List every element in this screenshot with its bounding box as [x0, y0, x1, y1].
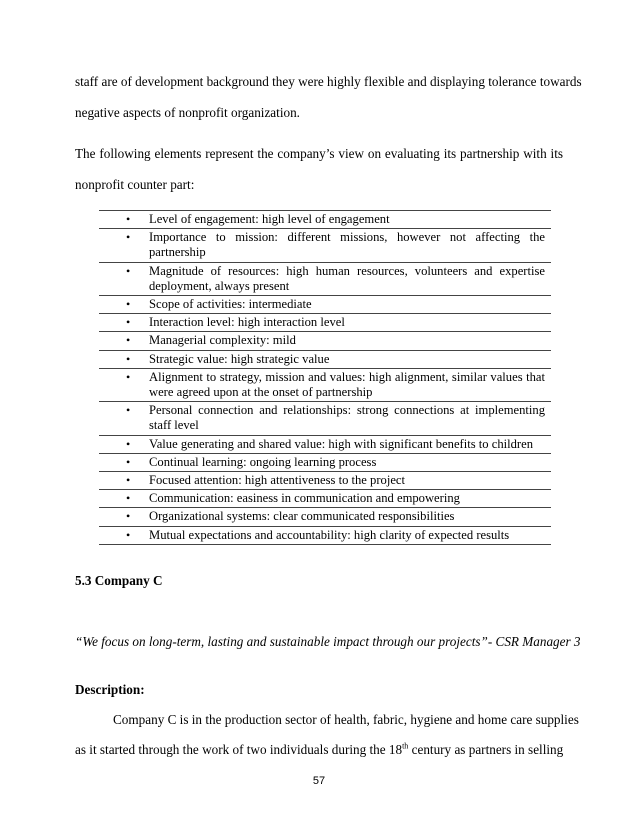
page-number: 57: [312, 775, 326, 787]
bullet-icon: •: [126, 527, 131, 542]
paragraph-2-line-1: The following elements represent the company’s view on evaluating its partnership with its: [75, 146, 563, 161]
bullet-icon: •: [126, 230, 131, 245]
list-item-text: Managerial complexity: mild: [149, 333, 296, 348]
quote: “We focus on long-term, lasting and sustainable impact through our projects”- CSR Manager 3: [75, 634, 581, 649]
bullet-icon: •: [126, 369, 131, 384]
list-item-text: Strategic value: high strategic value: [149, 351, 330, 366]
list-item: [99, 262, 551, 295]
list-item-text: Magnitude of resources: high human resources, volunteers and expertise deployment, always present: [149, 263, 545, 293]
list-item-text: Personal connection and relationships: strong connections at implementing staff level: [149, 403, 545, 433]
paragraph-1-line-2: negative aspects of nonprofit organization.: [75, 105, 300, 120]
list-item-text: Organizational systems: clear communicated responsibilities: [149, 509, 455, 524]
bullet-icon: •: [126, 509, 131, 524]
paragraph-2-line-2: nonprofit counter part:: [75, 177, 195, 192]
bullet-icon: •: [126, 491, 131, 506]
list-item: [99, 507, 551, 525]
list-item: [99, 435, 551, 453]
list-item-text: Importance to mission: different missions, however not affecting the partnership: [149, 230, 545, 260]
list-item: [99, 526, 551, 545]
description-superscript: th: [402, 741, 409, 751]
list-item: [99, 489, 551, 507]
bullet-icon: •: [126, 473, 131, 488]
bullet-icon: •: [126, 403, 131, 418]
bullet-icon: •: [126, 297, 131, 312]
list-item: [99, 471, 551, 489]
list-item-text: Mutual expectations and accountability: high clarity of expected results: [149, 527, 510, 542]
list-item: [99, 210, 551, 228]
description-line-1: Company C is in the production sector of health, fabric, hygiene and home care supplies: [113, 712, 579, 727]
section-heading: 5.3 Company C: [75, 573, 163, 588]
description-line-2-text: as it started through the work of two individuals during the 18: [75, 742, 403, 757]
list-item: [99, 331, 551, 349]
list-item: [99, 350, 551, 368]
list-item-text: Focused attention: high attentiveness to the project: [149, 473, 406, 488]
bullet-icon: •: [126, 212, 131, 226]
list-item: [99, 228, 551, 261]
list-item-text: Value generating and shared value: high with significant benefits to children: [149, 436, 533, 451]
paragraph-1-line-1: staff are of development background they were highly flexible and displaying tolerance towards: [75, 74, 582, 89]
bullet-icon: •: [126, 436, 131, 451]
list-item-text: Scope of activities: intermediate: [149, 297, 312, 312]
evaluation-elements-list: [99, 210, 551, 545]
description-line-2: [75, 742, 563, 758]
bullet-icon: •: [126, 454, 131, 469]
list-item-text: Interaction level: high interaction level: [149, 315, 345, 330]
bullet-icon: •: [126, 351, 131, 366]
list-item: [99, 313, 551, 331]
list-item-text: Alignment to strategy, mission and values: high alignment, similar values that were agreed upon at the onset of partnership: [149, 369, 545, 400]
list-item: [99, 295, 551, 313]
list-item-text: Level of engagement: high level of engagement: [149, 212, 390, 226]
bullet-icon: •: [126, 263, 131, 278]
list-item: [99, 453, 551, 471]
list-item: [99, 368, 551, 401]
description-heading: Description:: [75, 682, 145, 697]
bullet-icon: •: [126, 333, 131, 348]
list-item-text: Continual learning: ongoing learning process: [149, 454, 377, 469]
list-item: [99, 401, 551, 434]
list-item-text: Communication: easiness in communication and empowering: [149, 491, 460, 506]
description-line-2-tail: century as partners in selling: [408, 742, 564, 757]
bullet-icon: •: [126, 315, 131, 330]
